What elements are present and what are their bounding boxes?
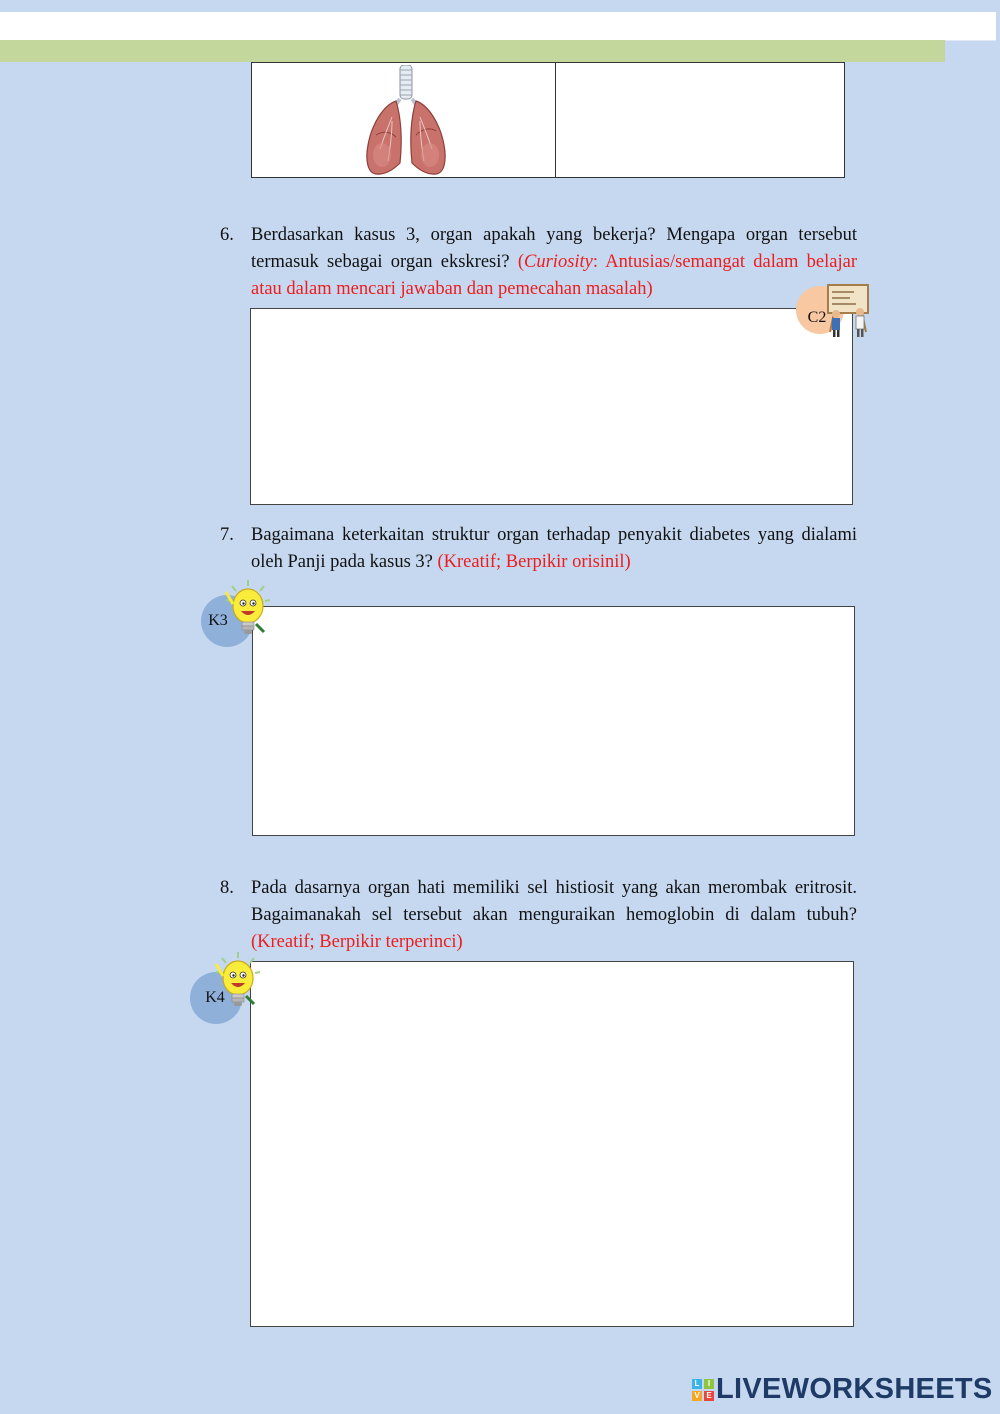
organ-image-cell (252, 63, 556, 177)
question-text: Berdasarkan kasus 3, organ apakah yang bekerja? Mengapa organ tersebut termasuk sebagai organ ekskresi? (Curiosity: Antusias/semangat dalam belajar atau dalam mencari jawaban dan pemecahan masalah) (251, 225, 857, 299)
logo-text: LIVEWORKSHEETS (716, 1373, 993, 1405)
header-green-bar (0, 40, 945, 62)
question-number: 6. (220, 225, 234, 245)
character-tag: (Kreatif; Berpikir orisinil) (437, 552, 631, 572)
teacher-whiteboard-icon (822, 282, 872, 338)
question-number: 7. (220, 525, 234, 545)
question-text: Pada dasarnya organ hati memiliki sel histiosit yang akan merombak eritrosit. Bagaimanakah sel tersebut akan menguraikan hemoglobin di dalam tubuh? (Kreatif; Berpikir terperinci) (251, 878, 857, 952)
live-grid-icon: L I V E (692, 1379, 714, 1401)
answer-box-7[interactable] (252, 606, 855, 836)
character-tag: (Kreatif; Berpikir terperinci) (251, 932, 463, 952)
answer-cell-empty[interactable] (556, 63, 844, 177)
question-6 (220, 222, 857, 303)
answer-box-6[interactable] (250, 308, 853, 505)
organ-table (251, 62, 845, 178)
top-white-strip (0, 12, 996, 41)
badge-k4: K4 (190, 972, 242, 1024)
lungs-illustration (362, 65, 450, 177)
answer-box-8[interactable] (250, 961, 854, 1327)
question-8 (220, 875, 857, 956)
question-text: Bagaimana keterkaitan struktur organ terhadap penyakit diabetes yang dialami oleh Panji pada kasus 3? (Kreatif; Berpikir orisinil) (251, 525, 857, 572)
liveworksheets-logo[interactable] (692, 1373, 993, 1406)
lightbulb-mascot-icon (222, 578, 274, 642)
question-7 (220, 522, 857, 576)
question-number: 8. (220, 878, 234, 898)
character-tag: (Curiosity: Antusias/semangat dalam belajar atau dalam mencari jawaban dan pemecahan masalah) (251, 252, 857, 299)
lightbulb-mascot-icon (212, 950, 264, 1014)
badge-k3: K3 (201, 595, 253, 647)
badge-c2: C2 (796, 286, 844, 334)
